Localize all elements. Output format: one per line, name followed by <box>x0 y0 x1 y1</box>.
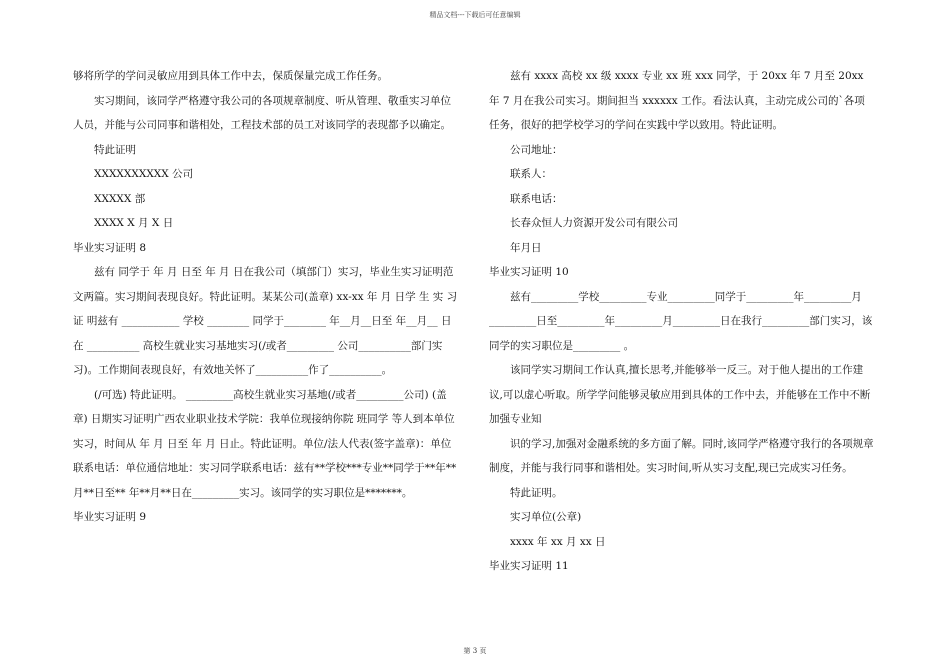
paragraph: 该同学实习期间工作认真,擅长思考,并能够举一反三。对于他人提出的工作建议,可以虚心听取。所学学问能够灵敏应用到具体的工作中去，并能够在工作中不断加强专业知 <box>489 364 871 425</box>
page-number: 第 3 页 <box>463 647 487 655</box>
paragraph: XXXXXXXXXX 公司 <box>94 168 194 180</box>
paragraph: 特此证明。 <box>510 486 563 499</box>
paragraph: 特此证明 <box>94 143 136 156</box>
paragraph: 兹有 xxxx 高校 xx 级 xxxx 专业 xx 班 xxx 同学，于 20xx 年 7 月至 20xx 年 7 月在我公司实习。期间担当 xxxxxx 工作。看法认真，主动完成公司的`各项任务，很好的把学校学习的学问在实践中学以致用。特此证明。 <box>489 70 865 131</box>
section-heading: 毕业实习证明 10 <box>489 266 569 278</box>
paragraph: 公司地址： <box>510 143 563 156</box>
section-heading: 毕业实习证明 9 <box>73 511 147 523</box>
paragraph: 兹有 同学于 年 月 日至 年 月 日在我公司（填部门）实习，毕业生实习证明范文两篇。实习期间表现良好。特此证明。某某公司(盖章) xx-xx 年 月 日学 生 实 习 证 明兹有 ___________ 学校 ________ 同学于________ 年__月__日至 年__月__ 日在 __________ 高校生就业实习基地实习(/或者_________ 公司__________部门实习)。工作期间表现良好，有效地关怀了__________作了__________。 <box>73 266 458 376</box>
paragraph: (/可选) 特此证明。 _________高校生就业实习基地(/或者_________公司) (盖章) 日期实习证明广西农业职业技术学院：我单位现接纳你院 班同学 等人到本单位实习，时间从 年 月 日至 年 月 日止。特此证明。单位/法人代表(签字盖章)：单位联系电话：单位通信地址：实习同学联系电话：兹有**学校***专业**同学于**年**月**日至** 年**月**日在_________实习。该同学的实习职位是*******。 <box>73 388 457 499</box>
paragraph: 长春众恒人力资源开发公司有限公司 <box>510 217 678 229</box>
paragraph: xxxx 年 xx 月 xx 日 <box>510 535 606 548</box>
right-column <box>489 64 875 579</box>
paragraph: 年月日 <box>510 241 542 254</box>
paragraph: 实习单位(公章) <box>510 511 582 523</box>
paragraph: 联系电话： <box>510 192 563 205</box>
page-header: 精品文档---下载后可任意编辑 <box>429 11 521 19</box>
paragraph: 联系人： <box>510 168 552 180</box>
paragraph: 实习期间，该同学严格遵守我公司的各项规章制度、听从管理、敬重实习单位人员，并能与公司同事和谐相处，工程技术部的员工对该同学的表现都予以确定。 <box>73 94 451 131</box>
left-column <box>73 64 459 530</box>
paragraph: XXXX X 月 X 日 <box>94 217 174 229</box>
paragraph: 兹有_________学校_________专业_________同学于_________年_________月_________日至_________年_________月_________日在我行_________部门实习，该同学的实习职位是_________ 。 <box>489 290 873 352</box>
section-heading: 毕业实习证明 11 <box>489 560 569 572</box>
paragraph: 够将所学的学问灵敏应用到具体工作中去，保质保量完成工作任务。 <box>73 70 388 82</box>
section-heading: 毕业实习证明 8 <box>73 241 147 254</box>
paragraph: XXXXX 部 <box>94 192 146 205</box>
paragraph: 识的学习,加强对金融系统的多方面了解。同时,该同学严格遵守我行的各项规章制度，并能与我行同事和谐相处。实习时间,听从实习支配,现已完成实习任务。 <box>489 437 874 474</box>
